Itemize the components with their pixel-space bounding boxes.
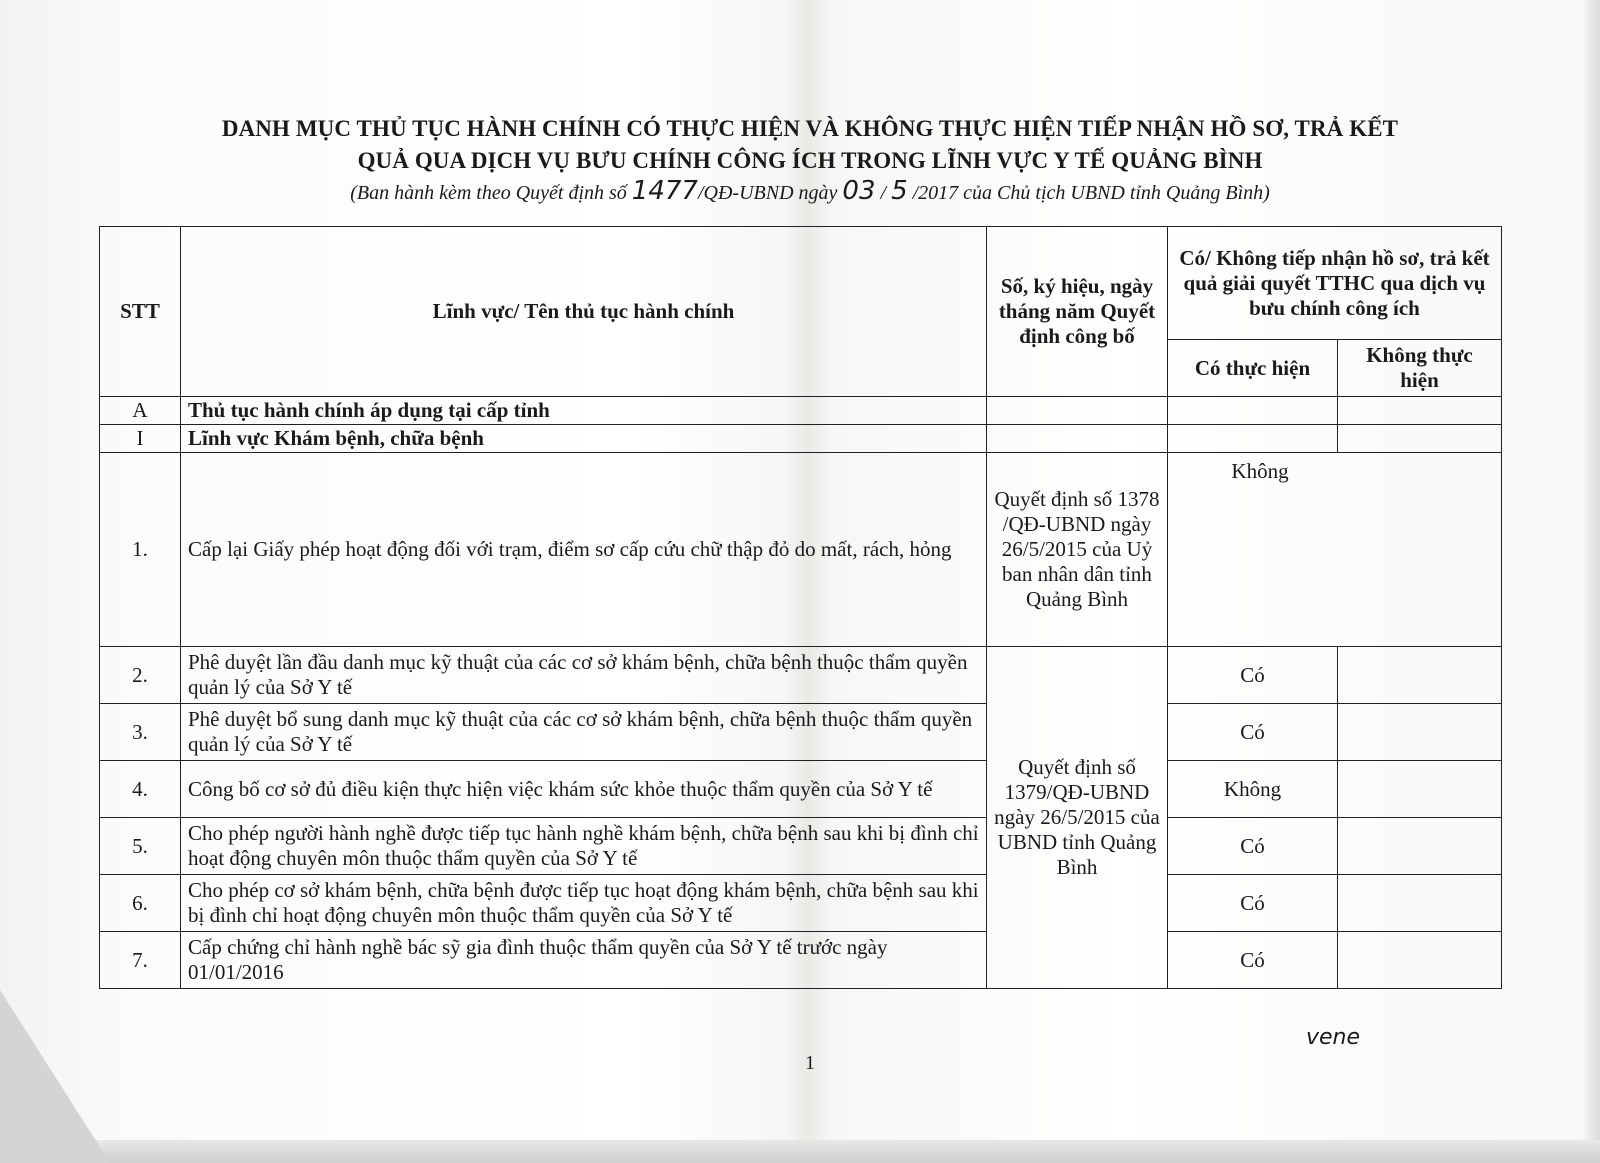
page-number: 1 <box>805 1052 815 1074</box>
row-status: Có <box>1168 704 1338 761</box>
header-no: Không thực hiện <box>1338 340 1502 397</box>
section-a-label: Thủ tục hành chính áp dụng tại cấp tỉnh <box>181 397 987 425</box>
page-edge <box>1585 0 1600 1163</box>
header-row-1 <box>100 227 1502 340</box>
header-decision: Số, ký hiệu, ngày tháng năm Quyết định công bố <box>987 227 1168 397</box>
row-procedure-name: Cấp chứng chỉ hành nghề bác sỹ gia đình thuộc thẩm quyền của Sở Y tế trước ngày 01/01/2016 <box>181 932 987 989</box>
header-procedure-name: Lĩnh vực/ Tên thủ tục hành chính <box>181 227 987 397</box>
subtitle-suffix: /2017 của Chủ tịch UBND tỉnh Quảng Bình) <box>907 182 1270 204</box>
decision-1378: Quyết định số 1378 /QĐ-UBND ngày 26/5/2015 của Uỷ ban nhân dân tỉnh Quảng Bình <box>987 453 1168 647</box>
row-stt: 4. <box>100 761 181 818</box>
row-stt: 3. <box>100 704 181 761</box>
header-stt: STT <box>100 227 181 397</box>
scan-bottom-edge <box>0 1140 1600 1163</box>
table-row <box>100 875 1502 932</box>
table-row <box>100 453 1502 647</box>
row-status-value: Không <box>1231 459 1289 483</box>
header-postal-service: Có/ Không tiếp nhận hồ sơ, trả kết quả giải quyết TTHC qua dịch vụ bưu chính công ích <box>1168 227 1502 340</box>
row-procedure-name: Công bố cơ sở đủ điều kiện thực hiện việc khám sức khỏe thuộc thẩm quyền của Sở Y tế <box>181 761 987 818</box>
row-stt: 5. <box>100 818 181 875</box>
decision-1379: Quyết định số 1379/QĐ-UBND ngày 26/5/2015 của UBND tỉnh Quảng Bình <box>987 647 1168 989</box>
header-yes: Có thực hiện <box>1168 340 1338 397</box>
subtitle-mid: /QĐ-UBND ngày <box>697 182 843 204</box>
table-row <box>100 818 1502 875</box>
row-procedure-name: Phê duyệt bổ sung danh mục kỹ thuật của các cơ sở khám bệnh, chữa bệnh thuộc thẩm quyền quản lý của Sở Y tế <box>181 704 987 761</box>
row-status <box>1168 453 1502 647</box>
section-a-row <box>100 397 1502 425</box>
row-status: Không <box>1168 761 1338 818</box>
handwritten-month: 5 <box>891 176 908 206</box>
row-procedure-name: Cho phép người hành nghề được tiếp tục hành nghề khám bệnh, chữa bệnh sau khi bị đình chỉ hoạt động chuyên môn thuộc thẩm quyền của Sở Y tế <box>181 818 987 875</box>
row-procedure-name: Phê duyệt lần đầu danh mục kỹ thuật của các cơ sở khám bệnh, chữa bệnh thuộc thẩm quyền quản lý của Sở Y tế <box>181 647 987 704</box>
section-i-row <box>100 425 1502 453</box>
section-a-code: A <box>100 397 181 425</box>
table-row <box>100 647 1502 704</box>
handwritten-day: 03 <box>842 176 876 206</box>
row-status: Có <box>1168 647 1338 704</box>
subtitle-prefix: (Ban hành kèm theo Quyết định số <box>350 182 632 204</box>
handwritten-signature-mark: vene <box>1306 1025 1361 1050</box>
handwritten-decision-number: 1477 <box>631 176 698 206</box>
row-stt: 7. <box>100 932 181 989</box>
row-procedure-name: Cấp lại Giấy phép hoạt động đối với trạm, điểm sơ cấp cứu chữ thập đỏ do mất, rách, hỏng <box>181 453 987 647</box>
document-title-line-2: QUẢ QUA DỊCH VỤ BƯU CHÍNH CÔNG ÍCH TRONG LĨNH VỰC Y TẾ QUẢNG BÌNH <box>357 148 1263 173</box>
document-title-line-1: DANH MỤC THỦ TỤC HÀNH CHÍNH CÓ THỰC HIỆN VÀ KHÔNG THỰC HIỆN TIẾP NHẬN HỒ SƠ, TRẢ KẾT <box>221 116 1399 141</box>
table-row <box>100 932 1502 989</box>
row-stt: 6. <box>100 875 181 932</box>
row-status: Có <box>1168 932 1338 989</box>
row-status: Có <box>1168 875 1338 932</box>
document-subtitle <box>120 176 1500 206</box>
table-row <box>100 704 1502 761</box>
procedures-table <box>99 226 1502 989</box>
row-stt: 2. <box>100 647 181 704</box>
section-i-label: Lĩnh vực Khám bệnh, chữa bệnh <box>181 425 987 453</box>
section-i-code: I <box>100 425 181 453</box>
table-row <box>100 761 1502 818</box>
subtitle-separator: / <box>875 182 892 204</box>
row-procedure-name: Cho phép cơ sở khám bệnh, chữa bệnh được tiếp tục hoạt động khám bệnh, chữa bệnh sau khi bị đình chỉ hoạt động chuyên môn thuộc thẩm quyền của Sở Y tế <box>181 875 987 932</box>
folded-corner <box>0 990 110 1163</box>
row-status: Có <box>1168 818 1338 875</box>
row-stt: 1. <box>100 453 181 647</box>
